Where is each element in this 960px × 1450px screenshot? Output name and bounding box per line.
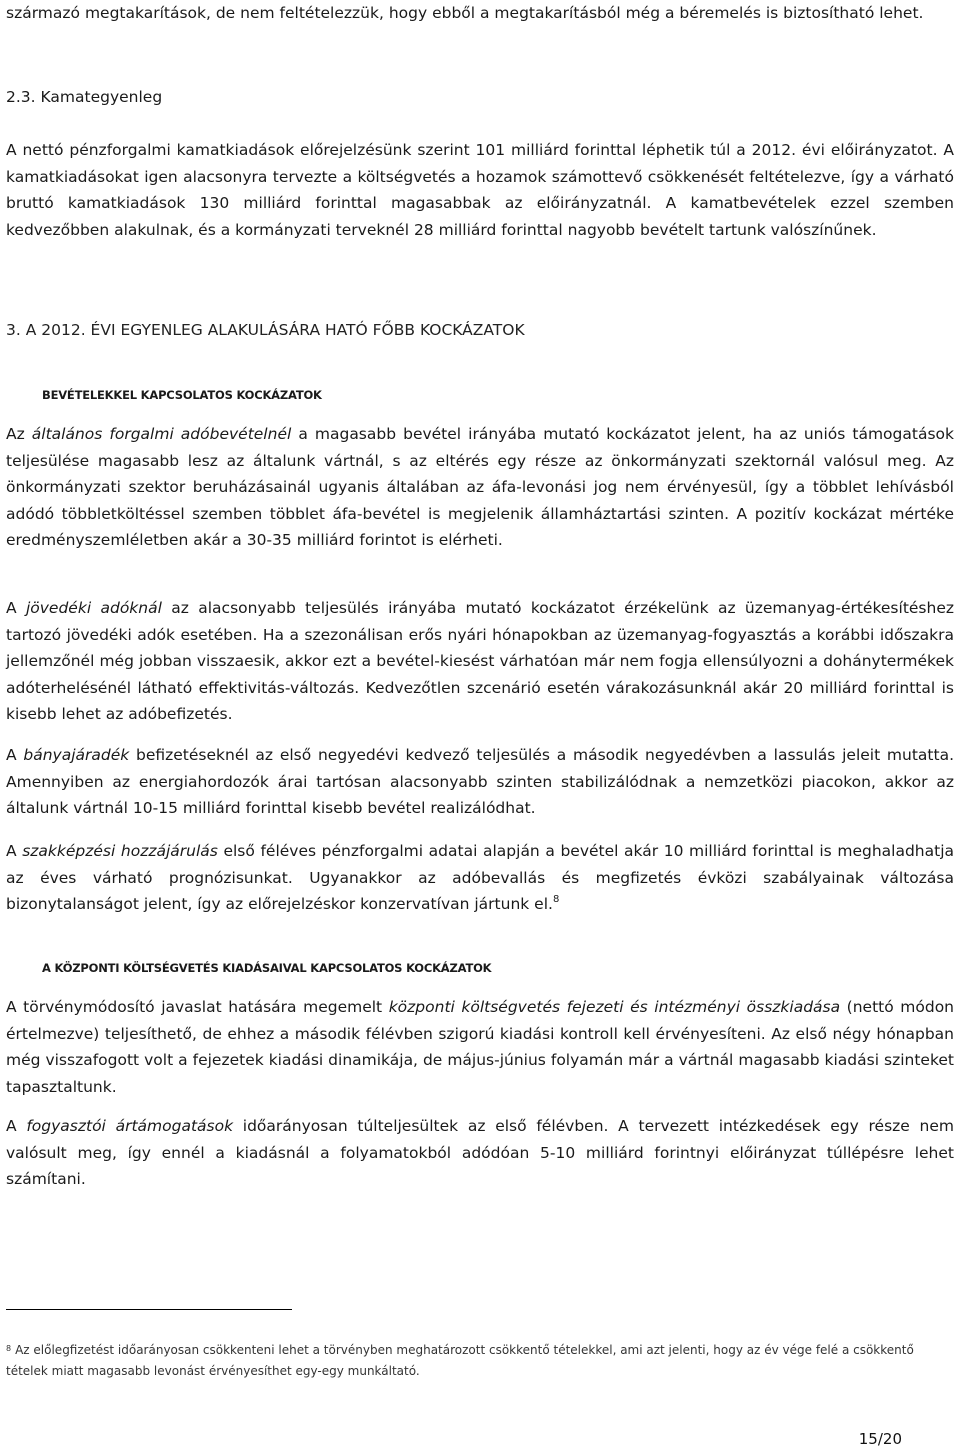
excise-text-a: A	[6, 599, 26, 617]
paragraph-savings-continuation: származó megtakarítások, de nem feltételezzük, hogy ebből a megtakarításból még a béremelés is biztosítható lehet.	[6, 4, 924, 22]
paragraph-central-budget	[6, 994, 954, 1100]
paragraph-mining-royalty	[6, 742, 954, 822]
paragraph-excise	[6, 595, 954, 728]
page-number: 15/20	[858, 1430, 902, 1448]
vat-emphasis: általános forgalmi adóbevételnél	[31, 425, 292, 443]
vocational-emphasis: szakképzési hozzájárulás	[22, 842, 218, 860]
subsidies-text-b: időarányosan túlteljesültek az első félévben. A tervezett intézkedések egy része nem valósult meg, így ennél a kiadásnál a folyamatokból adódóan 5-10 milliárd forintnyi előirányzat túllépésre lehet számítani.	[6, 1117, 955, 1188]
excise-emphasis: jövedéki adóknál	[25, 599, 162, 617]
subsidies-text-a: A	[6, 1117, 27, 1135]
paragraph-vocational-contribution	[6, 838, 954, 918]
footnote-number: 8	[6, 1344, 12, 1353]
mining-emphasis: bányajáradék	[23, 746, 130, 764]
excise-text-b: az alacsonyabb teljesülés irányába mutató kockázatot érzékelünk az üzemanyag-értékesítéshez tartozó jövedéki adók esetében. Ha a szezonálisan erős nyári hónapokban az üzemanyag-fogyasztás a korábbi időszakra jellemzőnél még jobban visszaesik, akkor ezt a bevétel-kiesést várhatóan már nem fogja ellensúlyozni a dohánytermékek adóterhelésénél látható effektivitás-változás. Kedvezőtlen szcenárió esetén várakozásunknál akár 20 milliárd forinttal is kisebb lehet az adóbefizetés.	[6, 599, 954, 723]
footnote-text: Az előlegfizetést időarányosan csökkenteni lehet a törvényben meghatározott csökkentő tételekkel, ami azt jelenti, hogy az év vége felé a csökkentő tételek miatt magasabb levonást érvényesíthet egy-egy munkáltató.	[6, 1343, 914, 1378]
mining-text-a: A	[6, 746, 24, 764]
paragraph-interest: A nettó pénzforgalmi kamatkiadások előrejelzésünk szerint 101 milliárd forinttal léphetik túl a 2012. évi előirányzatot. A kamatkiadásokat igen alacsonyra tervezte a költségvetés a hozamok számottevő csökkenését feltételezve, így a várható bruttó kamatkiadások 130 milliárd forinttal magasabbak az előirányzatnál. A kamatbevételek ezzel szemben kedvezőbben alakulnak, és a kormányzati terveknél 28 milliárd forinttal nagyobb bevételt tartunk valószínűnek.	[6, 141, 954, 239]
footnote-reference: 8	[552, 894, 560, 905]
paragraph-vat	[6, 421, 954, 554]
mining-text-b: befizetéseknél az első negyedévi kedvező teljesülés a második negyedévben a lassulás jeleit mutatta. Amennyiben az energiahordozók árai tartósan alacsonyabb szinten stabilizálódnak a nemzetközi piacokon, akkor az általunk vártnál 10-15 milliárd forinttal kisebb bevétel realizálódhat.	[6, 746, 955, 817]
central-emphasis: központi költségvetés fejezeti és intézményi összkiadása	[388, 998, 841, 1016]
section-heading-3: 3. A 2012. ÉVI EGYENLEG ALAKULÁSÁRA HATÓ FŐBB KOCKÁZATOK	[6, 321, 525, 339]
section-heading-2-3: 2.3. Kamategyenleg	[6, 88, 163, 106]
subheading-revenue-risks: BEVÉTELEKKEL KAPCSOLATOS KOCKÁZATOK	[42, 388, 322, 402]
vocational-text-b: első féléves pénzforgalmi adatai alapján a bevétel akár 10 milliárd forinttal is meghaladhatja az éves várható prognózisunkat. Ugyanakkor az adóbevallás és megfizetés évközi szabályainak változása bizonytalanságot jelent, így az előrejelzéskor konzervatívan jártunk el.	[6, 842, 954, 913]
vat-text-b: a magasabb bevétel irányába mutató kockázatot jelent, ha az uniós támogatások teljesülése magasabb lesz az általunk vártnál, s az eltérés egy része az önkormányzati szektornál valósul meg. Az önkormányzati szektor beruházásainál ugyanis általában az áfa-levonási jog nem érvényesül, így a többlet lehívásból adódó többletköltéssel szemben többlet áfa-bevétel is megjelenik államháztartási szinten. A pozitív kockázat mértéke eredményszemléletben akár a 30-35 milliárd forintot is elérheti.	[6, 425, 954, 549]
vat-text-a: Az	[6, 425, 32, 443]
central-text-b: (nettó módon értelmezve) teljesíthető, de ehhez a második félévben szigorú kiadási kontroll kell érvényesíteni. Az első négy hónapban még visszafogott volt a fejezetek kiadási dinamikája, de május-június folyamán már a vártnál magasabb kiadási szinteket tapasztaltunk.	[6, 998, 955, 1096]
subsidies-emphasis: fogyasztói ártámogatások	[26, 1117, 234, 1135]
subheading-expenditure-risks: A KÖZPONTI KÖLTSÉGVETÉS KIADÁSAIVAL KAPCSOLATOS KOCKÁZATOK	[42, 961, 492, 975]
central-text-a: A törvénymódosító javaslat hatására megemelt	[6, 998, 389, 1016]
paragraph-consumer-subsidies	[6, 1113, 954, 1193]
vocational-text-a: A	[6, 842, 23, 860]
footnote	[6, 1340, 954, 1382]
footnote-divider	[6, 1309, 292, 1310]
